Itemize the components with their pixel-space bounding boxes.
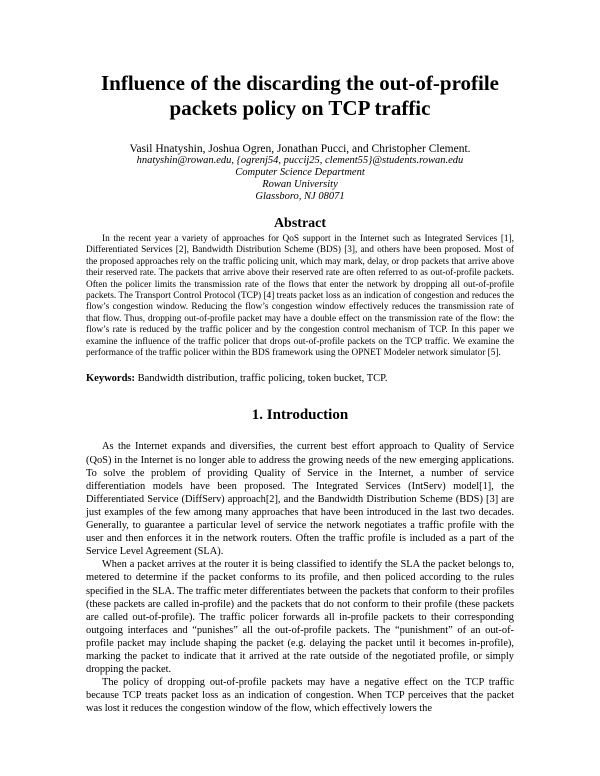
keywords xyxy=(86,373,514,385)
paper-title xyxy=(86,0,514,121)
author-emails: hnatyshin@rowan.edu, {ogrenj54, puccij25, clement55}@students.rowan.edu xyxy=(136,155,464,166)
title-line-1: Influence of the discarding the out-of-profile xyxy=(100,71,499,95)
keywords-text: Bandwidth distribution, traffic policing, token bucket, TCP. xyxy=(135,373,388,385)
title-line-2: packets policy on TCP traffic xyxy=(169,96,431,120)
author-location: Glassboro, NJ 08071 xyxy=(255,191,345,202)
author-block xyxy=(86,143,514,203)
author-department: Computer Science Department xyxy=(235,167,365,178)
intro-paragraph-3: The policy of dropping out-of-profile packets may have a negative effect on the TCP traffic because TCP treats packet loss as an indication of congestion. When TCP perceives that the packet was lost it reduces the congestion window of the flow, which effectively lowers the xyxy=(86,677,514,715)
intro-paragraph-2: When a packet arrives at the router it is being classified to identify the SLA the packet belongs to, metered to determine if the packet conforms to its profile, and then policed according to the rules specified in the SLA. The traffic meter differentiates between the packets that conform to their profiles (these packets are called in-profile) and the packets that do not conform to their profile (these packets are called out-of-profile). The traffic policer forwards all in-profile packets to their corresponding outgoing interfaces and “punishes” all the out-of-profile packets. The “punishment” of an out-of-profile packet may include shaping the packet (e.g. delaying the packet until it becomes in-profile), marking the packet to indicate that it arrived at the rate outside of the negotiated profile, or simply dropping the packet. xyxy=(86,559,514,676)
keywords-label: Keywords: xyxy=(86,373,135,385)
author-names: Vasil Hnatyshin, Joshua Ogren, Jonathan Pucci, and Christopher Clement. xyxy=(129,143,471,155)
abstract-heading: Abstract xyxy=(273,216,327,231)
abstract-text: In the recent year a variety of approaches for QoS support in the Internet such as Integrated Services [1], Differentiated Services [2], Bandwidth Distribution Scheme (BDS) [3], and others have been proposed. Most of the proposed approaches rely on the traffic policing unit, which may mark, delay, or drop packets that arrive above their reserved rate. The packets that arrive above their reserved rate are often referred to as out-of-profile packets. Often the policer limits the transmission rate of the flows that enter the network by dropping all out-of-profile packets. The Transport Control Protocol (TCP) [4] treats packet loss as an indication of congestion and reduces the flow’s congestion window. Reducing the flow’s congestion window effectively reduces the transmission rate of that flow. Thus, dropping out-of-profile packet may have a double effect on the transmission rate of the flow: the flow’s rate is reduced by the traffic policer and by the congestion control mechanism of TCP. In this paper we examine the influence of the traffic policer that drops out-of-profile packets on the TCP traffic. We examine the performance of the traffic policer within the BDS framework using the OPNET Modeler network simulator [5]. xyxy=(86,234,514,359)
intro-paragraph-1: As the Internet expands and diversifies, the current best effort approach to Quality of Service (QoS) in the Internet is no longer able to address the growing needs of the new emerging applications. To solve the problem of providing Quality of Service in the Internet, a number of service differentiation models have been proposed. The Integrated Services (IntServ) model[1], the Differentiated Service (DiffServ) approach[2], and the Bandwidth Distribution Scheme (BDS) [3] are just examples of the few among many approaches that have been introduced in the last two decades. Generally, to guarantee a particular level of service the network negotiates a traffic profile with the user and then enforces it in the network routers. Often the traffic profile is included as a part of the Service Level Agreement (SLA). xyxy=(86,441,514,558)
author-university: Rowan University xyxy=(262,179,338,190)
section-heading-introduction: 1. Introduction xyxy=(251,407,349,424)
